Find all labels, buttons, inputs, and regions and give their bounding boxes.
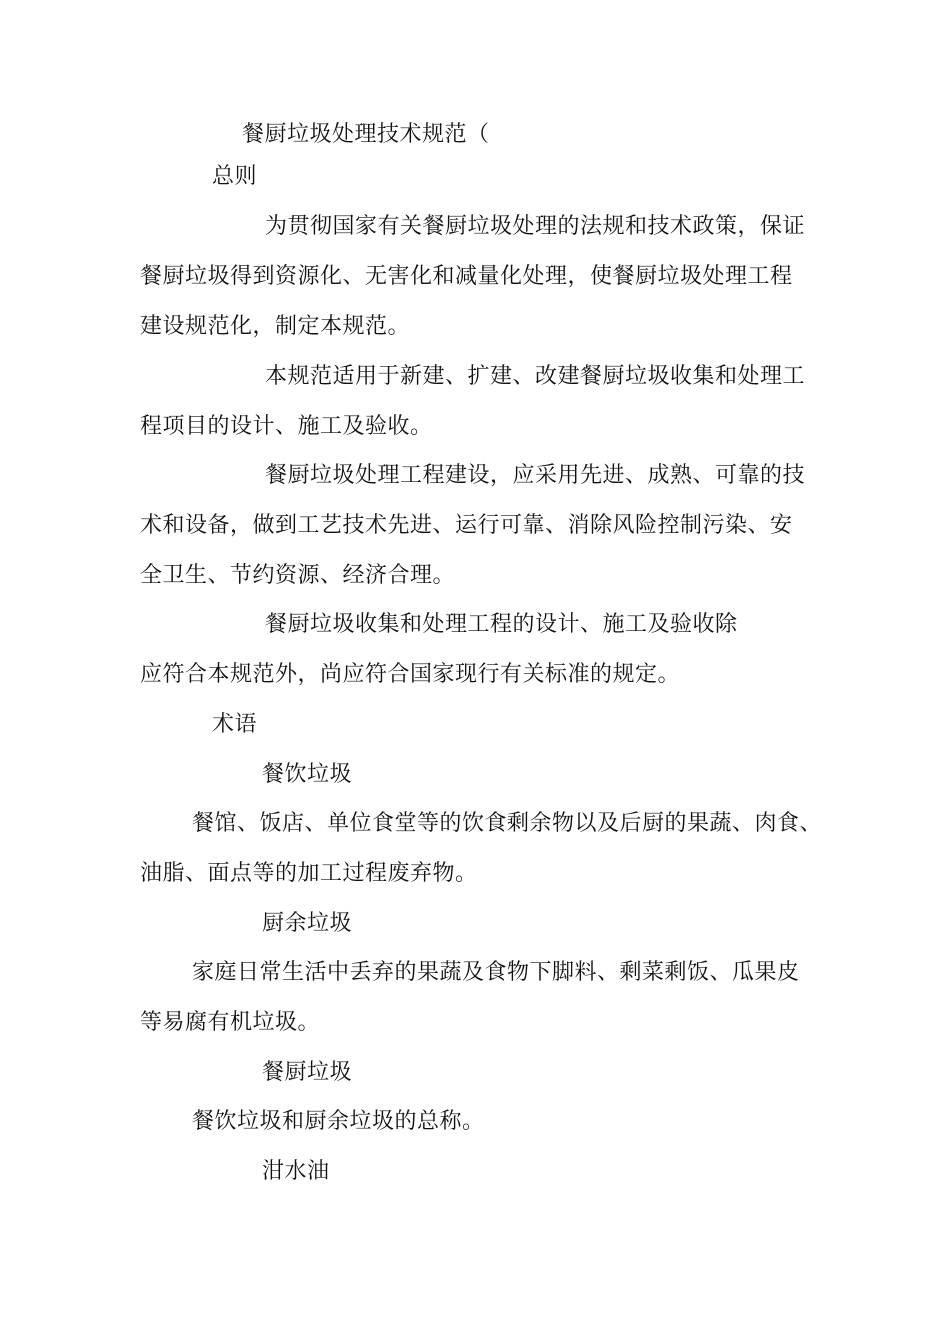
term-heading: 厨余垃圾 [262,911,353,936]
paragraph-line: 应符合本规范外，尚应符合国家现行有关标准的规定。 [140,662,681,687]
paragraph-line: 建设规范化，制定本规范。 [140,314,411,339]
section-heading-general: 总则 [212,164,258,189]
section-heading-terms: 术语 [212,712,258,737]
document-title: 餐厨垃圾处理技术规范（ [242,122,490,147]
term-definition-line: 等易腐有机垃圾。 [140,1010,321,1035]
paragraph-line: 餐厨垃圾处理工程建设，应采用先进、成熟、可靠的技 [265,463,806,488]
term-heading: 餐厨垃圾 [262,1060,353,1085]
paragraph-line: 程项目的设计、施工及验收。 [140,414,433,439]
term-definition-line: 油脂、面点等的加工过程废弃物。 [140,861,478,886]
term-definition-line: 家庭日常生活中丢弃的果蔬及食物下脚料、剩菜剩饭、瓜果皮 [192,960,800,985]
term-definition-line: 餐饮垃圾和厨余垃圾的总称。 [192,1109,485,1134]
paragraph-line: 全卫生、节约资源、经济合理。 [140,563,456,588]
paragraph-line: 餐厨垃圾收集和处理工程的设计、施工及验收除 [265,612,738,637]
term-definition-line: 餐馆、饭店、单位食堂等的饮食剩余物以及后厨的果蔬、肉食、 [192,811,823,836]
paragraph-line: 为贯彻国家有关餐厨垃圾处理的法规和技术政策，保证 [265,214,806,239]
paragraph-line: 本规范适用于新建、扩建、改建餐厨垃圾收集和处理工 [265,364,806,389]
term-heading: 餐饮垃圾 [262,762,353,787]
paragraph-line: 术和设备，做到工艺技术先进、运行可靠、消除风险控制污染、安 [140,513,793,538]
term-heading: 泔水油 [262,1159,330,1184]
paragraph-line: 餐厨垃圾得到资源化、无害化和减量化处理，使餐厨垃圾处理工程 [140,264,793,289]
